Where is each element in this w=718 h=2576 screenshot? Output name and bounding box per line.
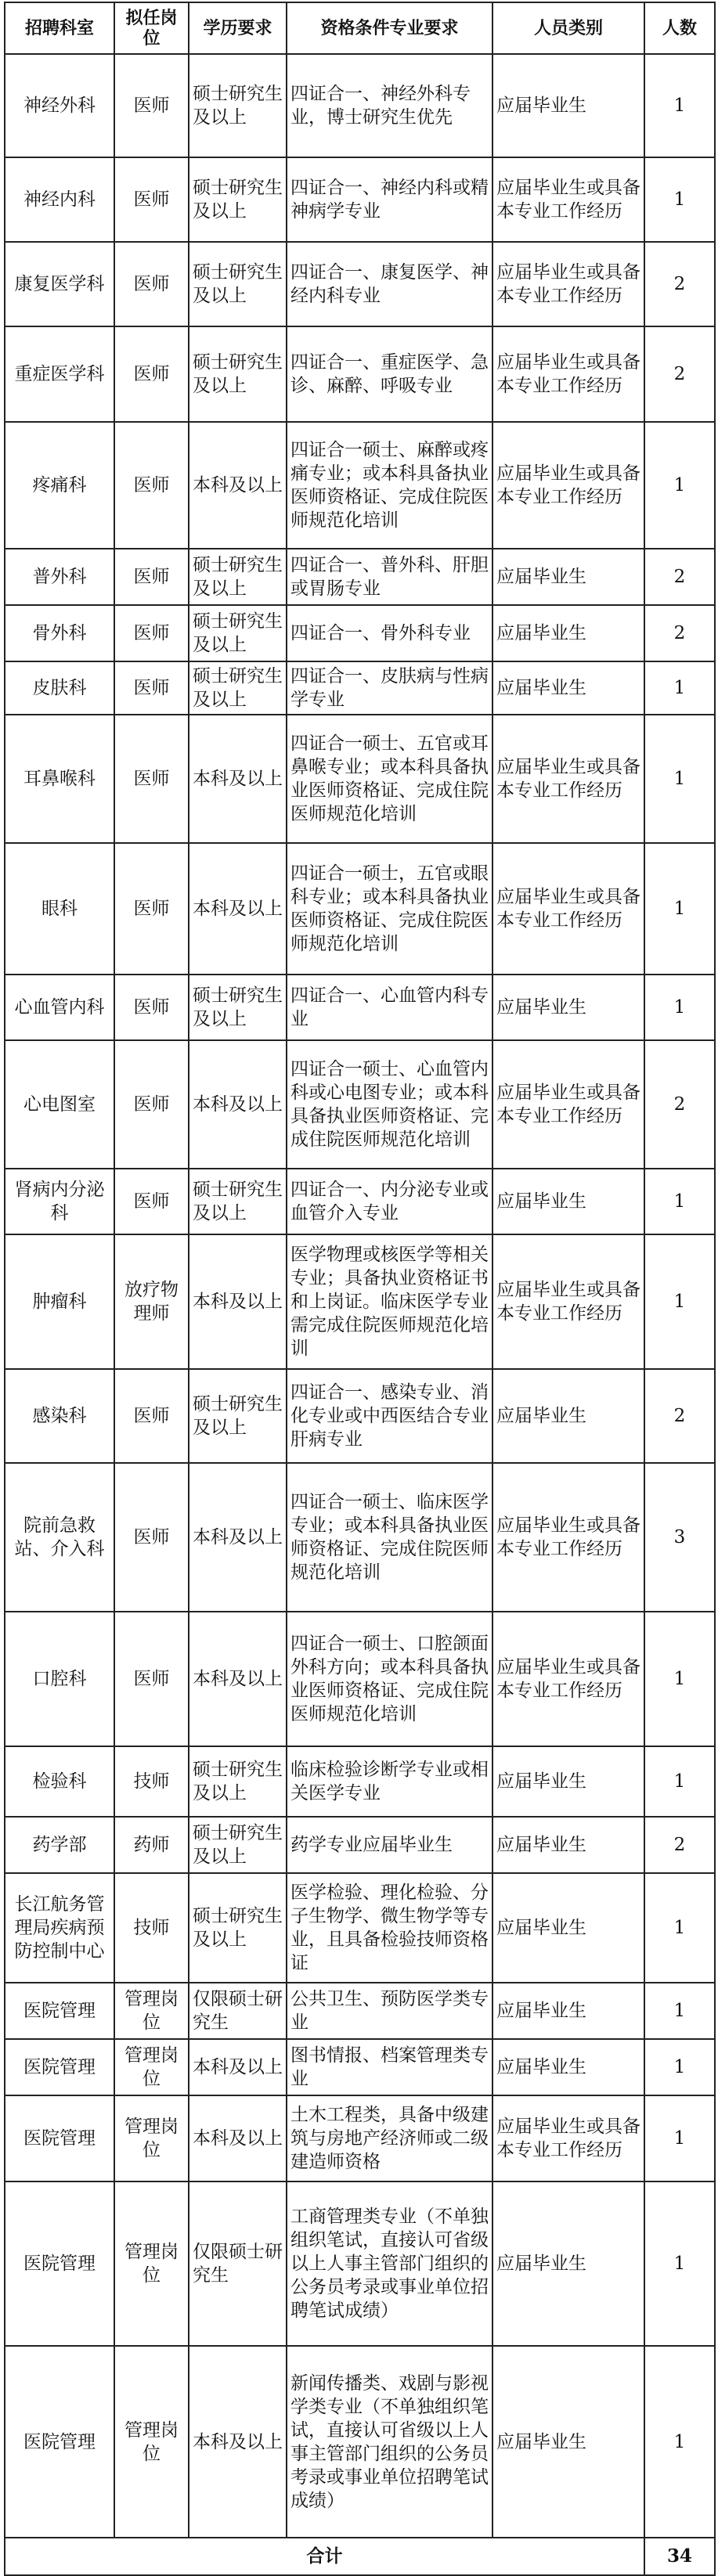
cell-req: 工商管理类专业（不单独组织笔试，直接认可省级以上人事主管部门组织的公务员考录或事业单位招聘笔试成绩）	[287, 2181, 492, 2346]
header-edu: 学历要求	[189, 2, 287, 54]
cell-num: 1	[644, 54, 715, 157]
cell-edu: 硕士研究生及以上	[189, 157, 287, 242]
cell-req: 四证合一、神经外科专业，博士研究生优先	[287, 54, 492, 157]
table-row	[5, 605, 715, 661]
table-row	[5, 2095, 715, 2181]
cell-post: 管理岗位	[114, 1983, 189, 2039]
table-row	[5, 1169, 715, 1234]
table-row	[5, 549, 715, 605]
cell-edu: 硕士研究生及以上	[189, 661, 287, 715]
header-count: 人数	[644, 2, 715, 54]
cell-req: 四证合一、内分泌专业或血管介入专业	[287, 1169, 492, 1234]
cell-req: 四证合一硕士、心血管内科或心电图专业；或本科具备执业医师资格证、完成住院医师规范化培训	[287, 1040, 492, 1169]
cell-num: 1	[644, 661, 715, 715]
cell-req: 医学检验、理化检验、分子生物学、微生物学等专业，且具备检验技师资格证	[287, 1873, 492, 1983]
cell-post: 管理岗位	[114, 2346, 189, 2538]
cell-req: 新闻传播类、戏剧与影视学类专业（不单独组织笔试，直接认可省级以上人事主管部门组织的公务员考录或事业单位招聘笔试成绩）	[287, 2346, 492, 2538]
cell-edu: 仅限硕士研究生	[189, 2181, 287, 2346]
cell-post: 管理岗位	[114, 2181, 189, 2346]
cell-edu: 硕士研究生及以上	[189, 975, 287, 1040]
cell-dept: 肿瘤科	[5, 1234, 114, 1369]
cell-dept: 皮肤科	[5, 661, 114, 715]
table-row	[5, 2346, 715, 2538]
cell-dept: 医院管理	[5, 2039, 114, 2095]
cell-dept: 院前急救站、介入科	[5, 1463, 114, 1612]
cell-dept: 医院管理	[5, 1983, 114, 2039]
cell-num: 1	[644, 2346, 715, 2538]
cell-dept: 心电图室	[5, 1040, 114, 1169]
cell-dept: 重症医学科	[5, 326, 114, 422]
cell-num: 1	[644, 843, 715, 975]
cell-cat: 应届毕业生或具备本专业工作经历	[492, 1040, 644, 1169]
cell-num: 2	[644, 326, 715, 422]
cell-req: 医学物理或核医学等相关专业；具备执业资格证书和上岗证。临床医学专业需完成住院医师规范化培训	[287, 1234, 492, 1369]
cell-num: 1	[644, 1612, 715, 1746]
cell-post: 医师	[114, 605, 189, 661]
cell-post: 医师	[114, 549, 189, 605]
cell-edu: 硕士研究生及以上	[189, 326, 287, 422]
cell-dept: 检验科	[5, 1746, 114, 1817]
cell-cat: 应届毕业生	[492, 1746, 644, 1817]
cell-post: 医师	[114, 1369, 189, 1463]
cell-req: 四证合一、康复医学、神经内科专业	[287, 242, 492, 326]
cell-edu: 本科及以上	[189, 715, 287, 843]
cell-num: 2	[644, 549, 715, 605]
cell-cat: 应届毕业生	[492, 2039, 644, 2095]
cell-post: 医师	[114, 54, 189, 157]
table-row	[5, 1612, 715, 1746]
cell-req: 公共卫生、预防医学类专业	[287, 1983, 492, 2039]
cell-post: 医师	[114, 422, 189, 549]
cell-dept: 眼科	[5, 843, 114, 975]
cell-cat: 应届毕业生	[492, 661, 644, 715]
table-row	[5, 1040, 715, 1169]
cell-req: 四证合一硕士、麻醉或疼痛专业；或本科具备执业医师资格证、完成住院医师规范化培训	[287, 422, 492, 549]
cell-edu: 硕士研究生及以上	[189, 1746, 287, 1817]
header-post: 拟任岗位	[114, 2, 189, 54]
cell-req: 四证合一、心血管内科专业	[287, 975, 492, 1040]
cell-num: 2	[644, 1040, 715, 1169]
cell-dept: 骨外科	[5, 605, 114, 661]
cell-dept: 神经外科	[5, 54, 114, 157]
cell-dept: 口腔科	[5, 1612, 114, 1746]
cell-cat: 应届毕业生	[492, 2181, 644, 2346]
cell-dept: 肾病内分泌科	[5, 1169, 114, 1234]
cell-dept: 长江航务管理局疾病预防控制中心	[5, 1873, 114, 1983]
cell-dept: 感染科	[5, 1369, 114, 1463]
table-row	[5, 157, 715, 242]
cell-req: 四证合一、感染专业、消化专业或中西医结合专业肝病专业	[287, 1369, 492, 1463]
cell-dept: 疼痛科	[5, 422, 114, 549]
cell-num: 2	[644, 1369, 715, 1463]
cell-req: 四证合一硕士、五官或耳鼻喉专业；或本科具备执业医师资格证、完成住院医师规范化培训	[287, 715, 492, 843]
cell-num: 1	[644, 157, 715, 242]
cell-post: 医师	[114, 715, 189, 843]
cell-num: 1	[644, 1983, 715, 2039]
total-row	[5, 2538, 715, 2575]
cell-edu: 本科及以上	[189, 422, 287, 549]
cell-post: 管理岗位	[114, 2039, 189, 2095]
table-row	[5, 975, 715, 1040]
cell-num: 3	[644, 1463, 715, 1612]
cell-post: 医师	[114, 326, 189, 422]
cell-edu: 硕士研究生及以上	[189, 1169, 287, 1234]
total-value: 34	[644, 2538, 715, 2575]
cell-post: 医师	[114, 157, 189, 242]
cell-dept: 普外科	[5, 549, 114, 605]
cell-cat: 应届毕业生或具备本专业工作经历	[492, 1463, 644, 1612]
cell-edu: 本科及以上	[189, 1612, 287, 1746]
table-row	[5, 326, 715, 422]
cell-req: 四证合一、神经内科或精神病学专业	[287, 157, 492, 242]
cell-dept: 心血管内科	[5, 975, 114, 1040]
table-row	[5, 1873, 715, 1983]
cell-cat: 应届毕业生	[492, 54, 644, 157]
table-row	[5, 2181, 715, 2346]
header-row	[5, 2, 715, 54]
table-row	[5, 1463, 715, 1612]
cell-cat: 应届毕业生	[492, 1169, 644, 1234]
cell-req: 四证合一硕士、临床医学专业；或本科具备执业医师资格证、完成住院医师规范化培训	[287, 1463, 492, 1612]
cell-post: 医师	[114, 242, 189, 326]
cell-post: 放疗物理师	[114, 1234, 189, 1369]
cell-edu: 硕士研究生及以上	[189, 54, 287, 157]
cell-cat: 应届毕业生	[492, 1873, 644, 1983]
table-row	[5, 1746, 715, 1817]
cell-post: 医师	[114, 1169, 189, 1234]
cell-cat: 应届毕业生或具备本专业工作经历	[492, 843, 644, 975]
cell-cat: 应届毕业生或具备本专业工作经历	[492, 1234, 644, 1369]
cell-num: 2	[644, 1817, 715, 1873]
cell-edu: 本科及以上	[189, 843, 287, 975]
cell-dept: 耳鼻喉科	[5, 715, 114, 843]
table-row	[5, 843, 715, 975]
cell-edu: 本科及以上	[189, 1040, 287, 1169]
cell-req: 临床检验诊断学专业或相关医学专业	[287, 1746, 492, 1817]
cell-cat: 应届毕业生	[492, 549, 644, 605]
cell-num: 1	[644, 422, 715, 549]
cell-edu: 本科及以上	[189, 1463, 287, 1612]
cell-post: 医师	[114, 1612, 189, 1746]
cell-post: 医师	[114, 843, 189, 975]
cell-edu: 本科及以上	[189, 1234, 287, 1369]
cell-cat: 应届毕业生	[492, 975, 644, 1040]
cell-dept: 医院管理	[5, 2095, 114, 2181]
cell-num: 2	[644, 242, 715, 326]
cell-cat: 应届毕业生或具备本专业工作经历	[492, 715, 644, 843]
table-row	[5, 661, 715, 715]
table-row	[5, 1983, 715, 2039]
cell-req: 四证合一、普外科、肝胆或胃肠专业	[287, 549, 492, 605]
table-row	[5, 422, 715, 549]
cell-num: 1	[644, 2095, 715, 2181]
cell-num: 1	[644, 1873, 715, 1983]
cell-edu: 硕士研究生及以上	[189, 1369, 287, 1463]
cell-num: 1	[644, 975, 715, 1040]
recruitment-table	[4, 2, 716, 2576]
cell-num: 1	[644, 1746, 715, 1817]
cell-post: 管理岗位	[114, 2095, 189, 2181]
cell-req: 四证合一硕士、口腔颌面外科方向；或本科具备执业医师资格证、完成住院医师规范化培训	[287, 1612, 492, 1746]
table-row	[5, 242, 715, 326]
cell-num: 1	[644, 715, 715, 843]
cell-post: 医师	[114, 1463, 189, 1612]
cell-req: 四证合一、骨外科专业	[287, 605, 492, 661]
total-label: 合计	[5, 2538, 644, 2575]
cell-cat: 应届毕业生或具备本专业工作经历	[492, 326, 644, 422]
cell-dept: 医院管理	[5, 2181, 114, 2346]
cell-num: 1	[644, 2039, 715, 2095]
cell-dept: 神经内科	[5, 157, 114, 242]
header-category: 人员类别	[492, 2, 644, 54]
cell-post: 医师	[114, 1040, 189, 1169]
cell-cat: 应届毕业生或具备本专业工作经历	[492, 1612, 644, 1746]
table-row	[5, 1234, 715, 1369]
cell-post: 医师	[114, 975, 189, 1040]
cell-req: 药学专业应届毕业生	[287, 1817, 492, 1873]
table-row	[5, 1817, 715, 1873]
cell-num: 2	[644, 605, 715, 661]
cell-edu: 本科及以上	[189, 2095, 287, 2181]
cell-cat: 应届毕业生	[492, 1369, 644, 1463]
cell-cat: 应届毕业生	[492, 2346, 644, 2538]
cell-req: 四证合一、皮肤病与性病学专业	[287, 661, 492, 715]
cell-req: 四证合一、重症医学、急诊、麻醉、呼吸专业	[287, 326, 492, 422]
cell-num: 1	[644, 1234, 715, 1369]
cell-cat: 应届毕业生或具备本专业工作经历	[492, 422, 644, 549]
cell-req: 土木工程类，具备中级建筑与房地产经济师或二级建造师资格	[287, 2095, 492, 2181]
cell-edu: 硕士研究生及以上	[189, 1873, 287, 1983]
cell-num: 1	[644, 2181, 715, 2346]
cell-cat: 应届毕业生	[492, 1983, 644, 2039]
cell-post: 药师	[114, 1817, 189, 1873]
cell-dept: 康复医学科	[5, 242, 114, 326]
cell-edu: 硕士研究生及以上	[189, 242, 287, 326]
cell-req: 图书情报、档案管理类专业	[287, 2039, 492, 2095]
cell-num: 1	[644, 1169, 715, 1234]
table-row	[5, 1369, 715, 1463]
cell-dept: 医院管理	[5, 2346, 114, 2538]
cell-edu: 硕士研究生及以上	[189, 1817, 287, 1873]
cell-dept: 药学部	[5, 1817, 114, 1873]
cell-cat: 应届毕业生或具备本专业工作经历	[492, 157, 644, 242]
header-dept: 招聘科室	[5, 2, 114, 54]
table-row	[5, 54, 715, 157]
cell-post: 技师	[114, 1873, 189, 1983]
cell-cat: 应届毕业生或具备本专业工作经历	[492, 242, 644, 326]
table-row	[5, 2039, 715, 2095]
cell-edu: 硕士研究生及以上	[189, 605, 287, 661]
cell-post: 医师	[114, 661, 189, 715]
cell-req: 四证合一硕士，五官或眼科专业；或本科具备执业医师资格证、完成住院医师规范化培训	[287, 843, 492, 975]
cell-cat: 应届毕业生	[492, 605, 644, 661]
table-row	[5, 715, 715, 843]
header-req: 资格条件专业要求	[287, 2, 492, 54]
cell-post: 技师	[114, 1746, 189, 1817]
cell-cat: 应届毕业生或具备本专业工作经历	[492, 2095, 644, 2181]
cell-edu: 硕士研究生及以上	[189, 549, 287, 605]
cell-cat: 应届毕业生	[492, 1817, 644, 1873]
cell-edu: 仅限硕士研究生	[189, 1983, 287, 2039]
cell-edu: 本科及以上	[189, 2039, 287, 2095]
cell-edu: 本科及以上	[189, 2346, 287, 2538]
